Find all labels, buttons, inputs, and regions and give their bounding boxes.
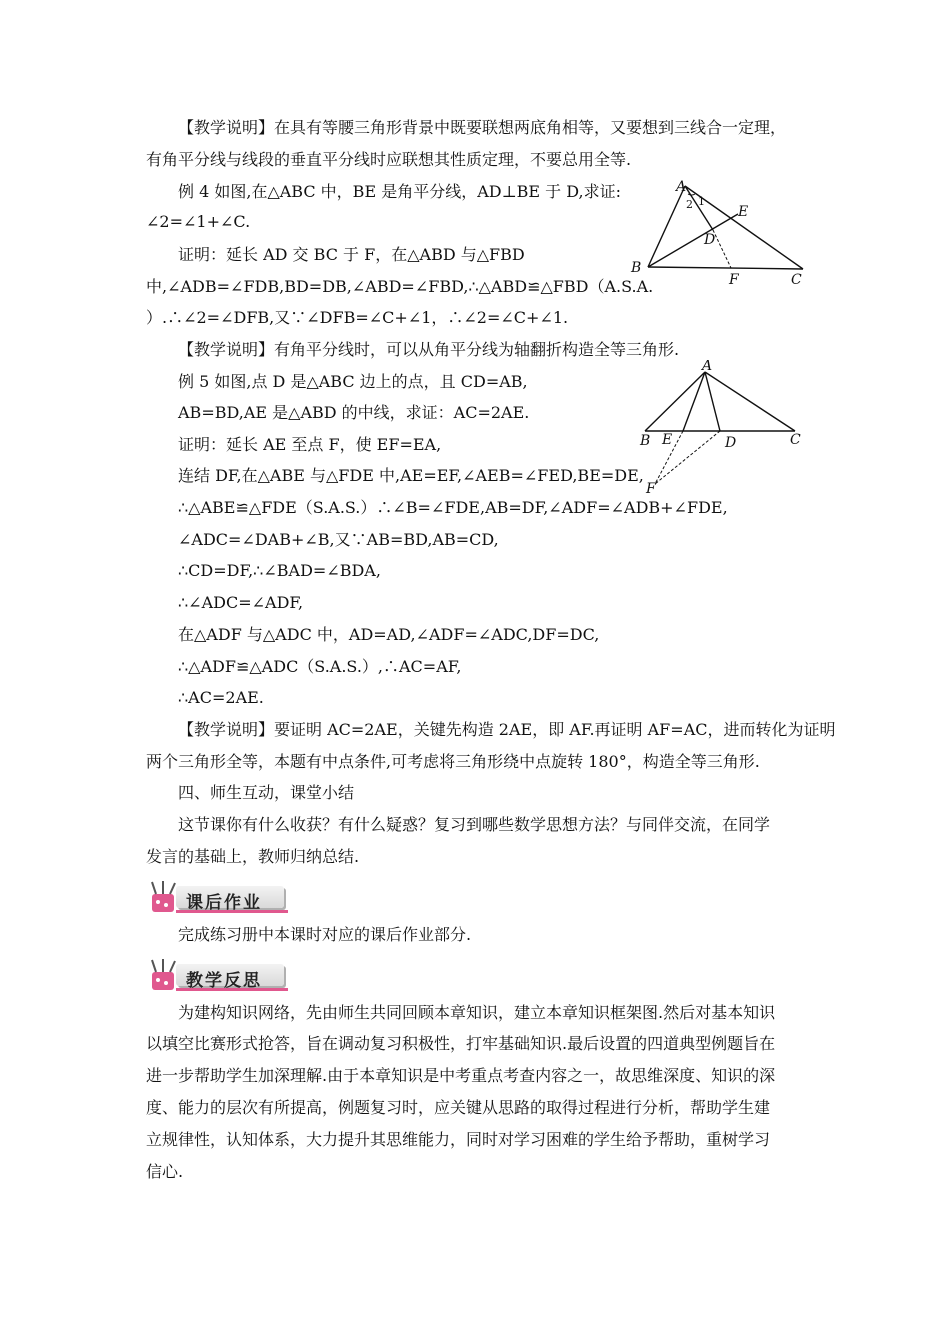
segment-ae bbox=[683, 372, 705, 431]
reflection-line1: 为建构知识网络，先由师生共同回顾本章知识，建立本章知识框架图.然后对基本知识 bbox=[178, 1003, 776, 1022]
example5-proof-line6: ∴∠ADC=∠ADF, bbox=[178, 593, 304, 612]
label-f: F bbox=[646, 481, 656, 497]
reflection-line2: 以填空比赛形式抢答，旨在调动复习积极性，打牢基础知识.最后设置的四道典型例题旨在 bbox=[146, 1034, 776, 1053]
label-b: B bbox=[640, 433, 651, 449]
label-c: C bbox=[790, 432, 801, 448]
label-c: C bbox=[791, 272, 802, 288]
reflection-line6: 信心. bbox=[146, 1162, 184, 1181]
example4-proof-line2: 中,∠ADB=∠FDB,BD=DB,∠ABD=∠FBD,∴△ABD≌△FBD（A.S.A. bbox=[146, 277, 654, 296]
label-d: D bbox=[704, 232, 716, 248]
reflection-line3: 进一步帮助学生加深理解.由于本章知识是中考重点考查内容之一，故思维深度、知识的深 bbox=[146, 1066, 776, 1085]
example5-proof-line5: ∴CD=DF,∴∠BAD=∠BDA, bbox=[178, 561, 381, 580]
segment-ab bbox=[645, 372, 705, 431]
summary-line1: 这节课你有什么收获？有什么疑惑？复习到哪些数学思想方法？与同伴交流，在同学 bbox=[178, 815, 771, 834]
example5-statement-line2: AB=BD,AE 是△ABD 的中线，求证：AC=2AE. bbox=[178, 403, 530, 422]
label-angle-2: 2 bbox=[686, 198, 693, 211]
segment-df-dashed bbox=[713, 230, 731, 268]
example5-proof-line1: 证明：延长 AE 至点 F，使 EF=EA, bbox=[178, 435, 442, 454]
example4-proof-line1: 证明：延长 AD 交 BC 于 F，在△ABD 与△FBD bbox=[178, 245, 525, 264]
example5-proof-line4: ∠ADC=∠DAB+∠B,又∵AB=BD,AB=CD, bbox=[178, 530, 499, 549]
label-a: A bbox=[702, 360, 713, 374]
reflection-line5: 立规律性，认知体系，大力提升其思维能力，同时对学习困难的学生给予帮助，重树学习 bbox=[146, 1130, 771, 1149]
segment-bc bbox=[648, 267, 803, 269]
example5-proof-line3: ∴△ABE≌△FDE（S.A.S.）∴∠B=∠FDE,AB=DF,∠ADF=∠ADB+∠FDE, bbox=[178, 498, 728, 517]
example5-proof-line7: 在△ADF 与△ADC 中，AD=AD,∠ADF=∠ADC,DF=DC, bbox=[178, 625, 600, 644]
example5-proof-line2: 连结 DF,在△ABE 与△FDE 中,AE=EF,∠AEB=∠FED,BE=DE, bbox=[178, 466, 644, 485]
teaching-note-2: 【教学说明】有角平分线时，可以从角平分线为轴翻折构造全等三角形. bbox=[178, 340, 680, 359]
segment-be bbox=[648, 214, 738, 267]
teaching-note-3-line1: 【教学说明】要证明 AC=2AE，关键先构造 2AE，即 AF.再证明 AF=AC，进而转化为证明 bbox=[178, 720, 836, 739]
homework-heading bbox=[146, 880, 286, 914]
example4-proof-line3: ）.∴∠2=∠DFB,又∵∠DFB=∠C+∠1，∴∠2=∠C+∠1. bbox=[146, 308, 569, 327]
segment-ab bbox=[648, 186, 685, 267]
example4-statement: 例 4 如图,在△ABC 中，BE 是角平分线，AD⊥BE 于 D,求证: bbox=[178, 182, 621, 201]
label-f: F bbox=[729, 272, 739, 288]
label-angle-1: 1 bbox=[698, 195, 705, 208]
pencil-cup-icon bbox=[146, 958, 180, 992]
label-b: B bbox=[631, 260, 642, 276]
example5-statement-line1: 例 5 如图,点 D 是△ABC 边上的点，且 CD=AB, bbox=[178, 372, 528, 391]
teaching-note-1-line1: 【教学说明】在具有等腰三角形背景中既要联想两底角相等，又要想到三线合一定理， bbox=[178, 118, 787, 137]
homework-heading-label: 课后作业 bbox=[186, 893, 262, 913]
label-e: E bbox=[738, 204, 749, 220]
example5-figure bbox=[628, 360, 818, 498]
homework-text: 完成练习册中本课时对应的课后作业部分. bbox=[178, 925, 472, 944]
example4-goal: ∠2=∠1+∠C. bbox=[146, 212, 251, 231]
reflection-heading-label: 教学反思 bbox=[186, 971, 262, 991]
summary-line2: 发言的基础上，教师归纳总结. bbox=[146, 847, 360, 866]
example5-proof-line8: ∴△ADF≌△ADC（S.A.S.）,∴AC=AF, bbox=[178, 657, 462, 676]
segment-ac bbox=[705, 372, 795, 431]
example5-proof-line9: ∴AC=2AE. bbox=[178, 688, 264, 707]
pencil-cup-icon bbox=[146, 880, 180, 914]
reflection-heading bbox=[146, 958, 286, 992]
teaching-note-3-line2: 两个三角形全等，本题有中点条件,可考虑将三角形绕中点旋转 180°，构造全等三角形. bbox=[146, 752, 760, 771]
teaching-note-1-line2: 有角平分线与线段的垂直平分线时应联想其性质定理，不要总用全等. bbox=[146, 150, 632, 169]
label-d: D bbox=[725, 435, 737, 451]
label-e: E bbox=[662, 432, 673, 448]
example4-figure bbox=[628, 178, 818, 290]
reflection-line4: 度、能力的层次有所提高，例题复习时，应关键从思路的取得过程进行分析，帮助学生建 bbox=[146, 1098, 771, 1117]
label-a: A bbox=[676, 179, 687, 195]
section-heading-interaction: 四、师生互动，课堂小结 bbox=[178, 783, 355, 802]
